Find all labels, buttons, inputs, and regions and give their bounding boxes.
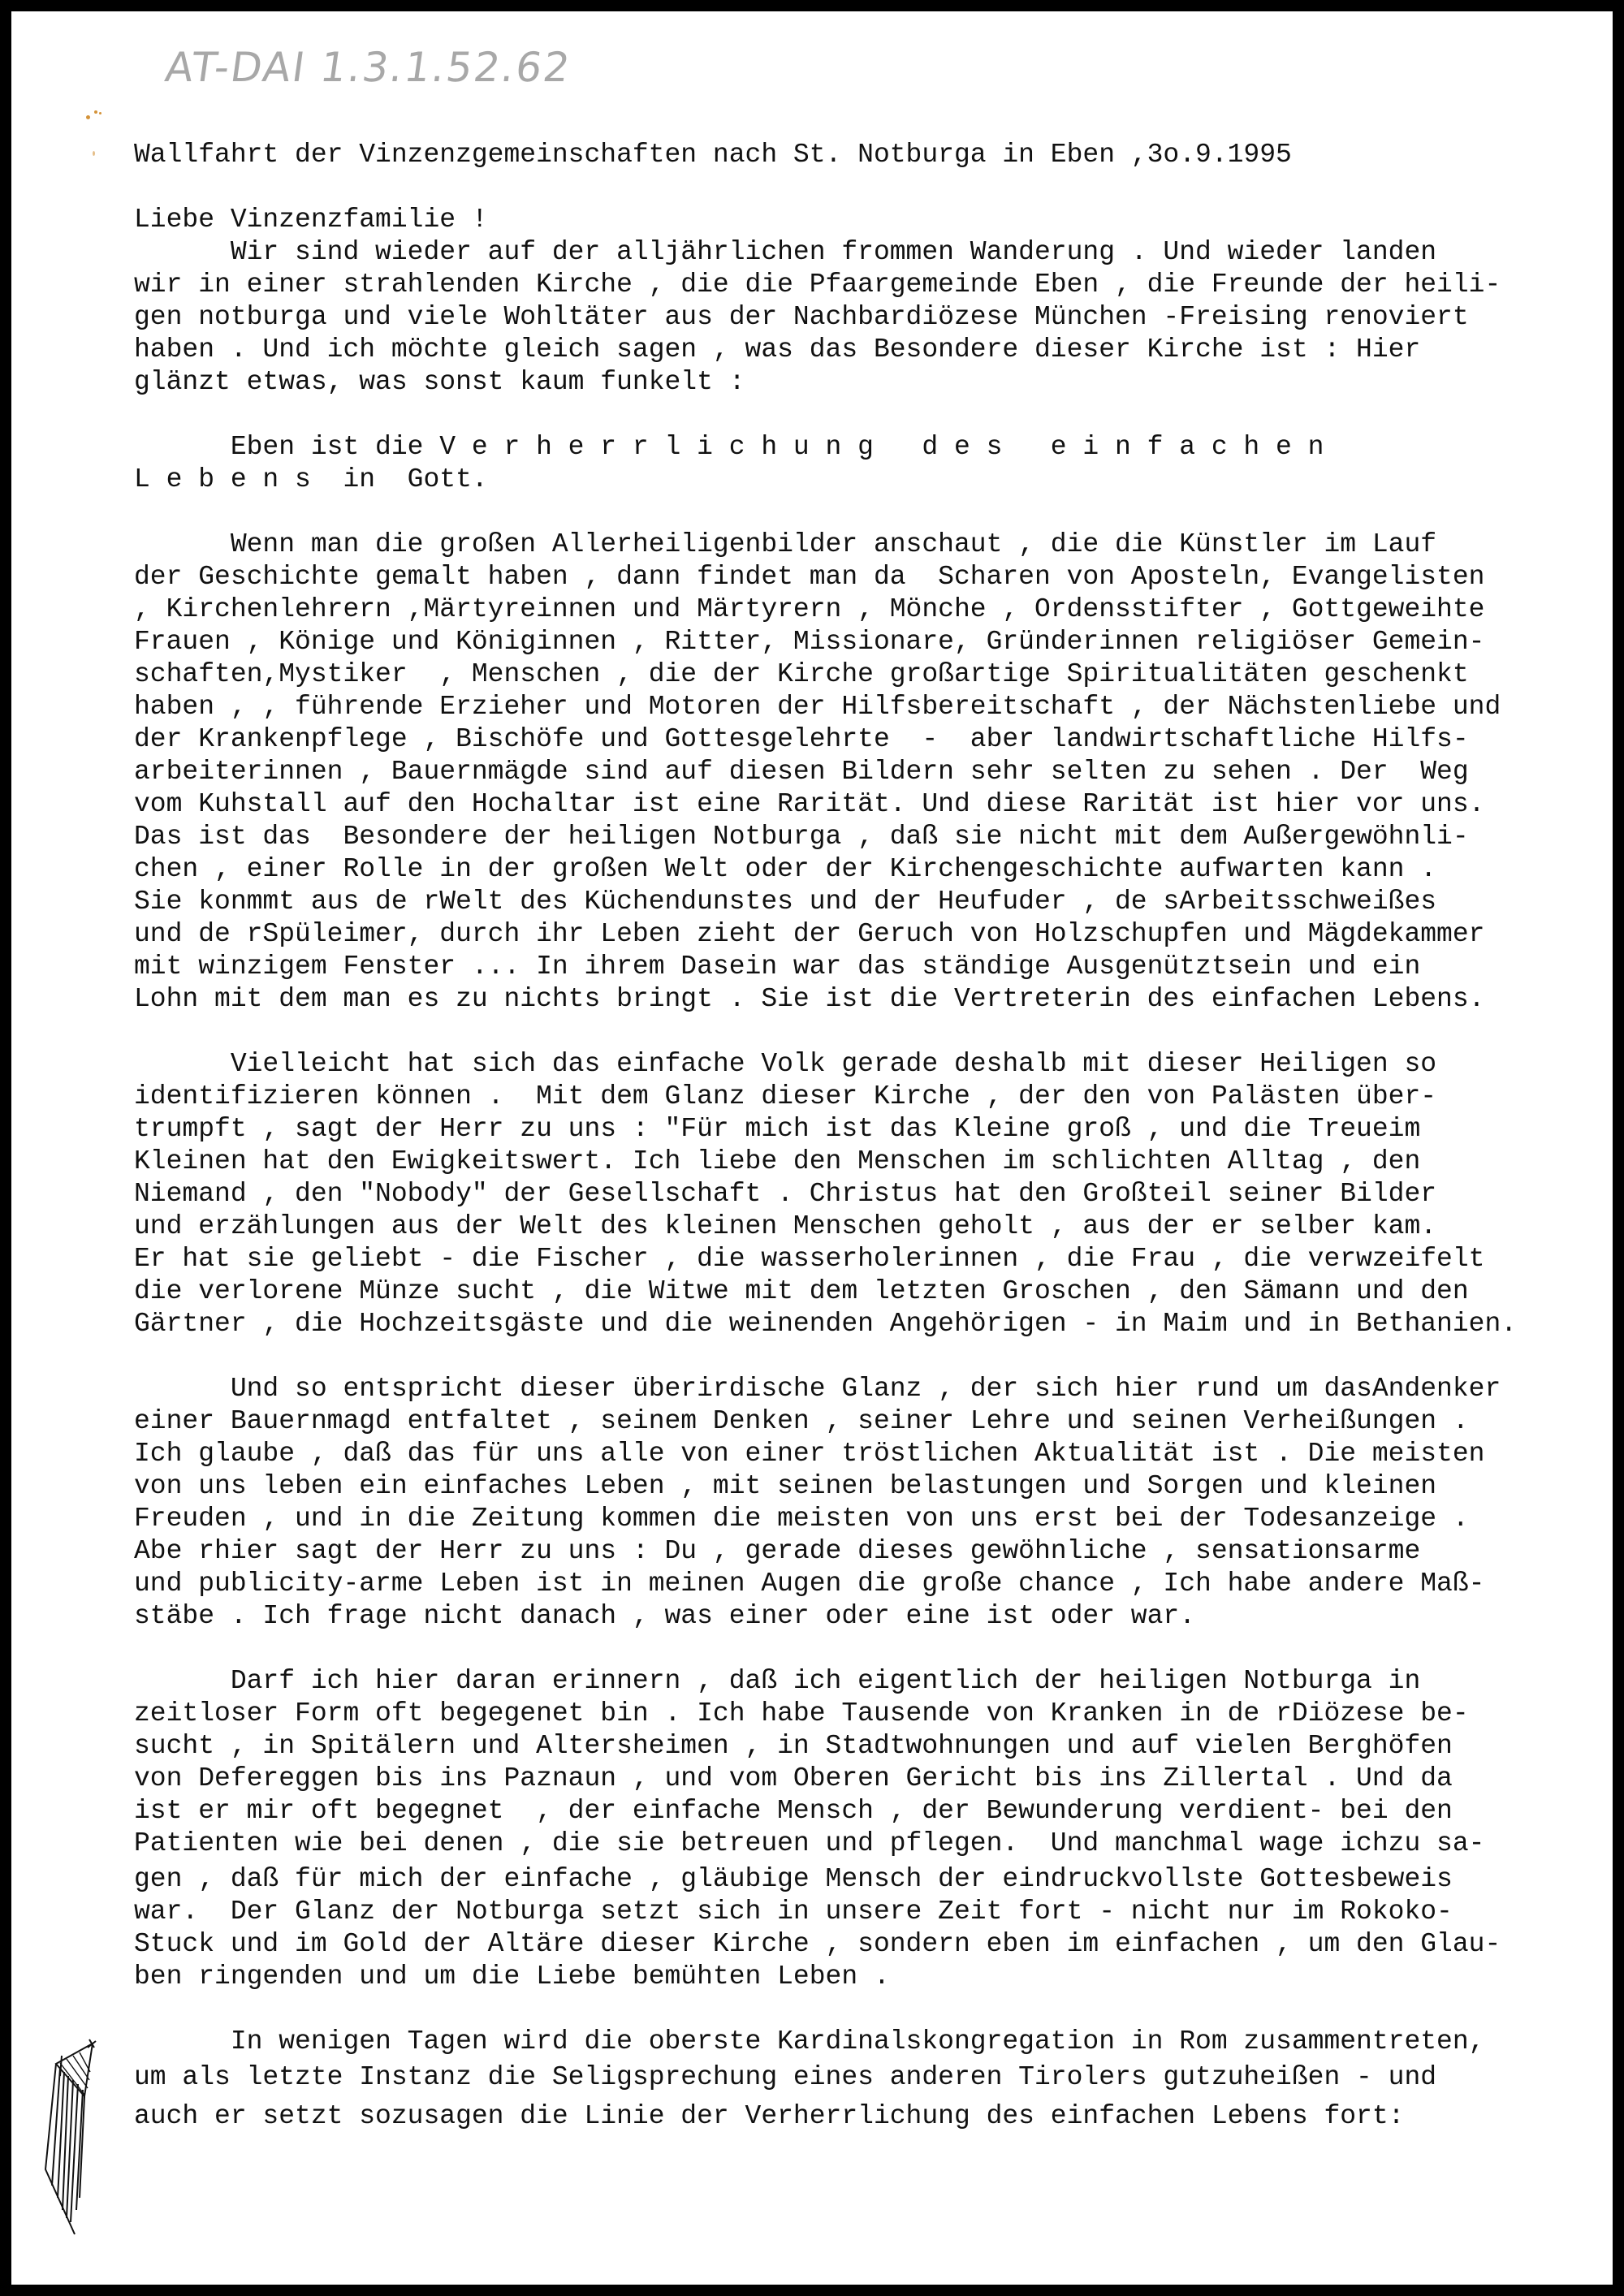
stain-mark <box>99 112 102 114</box>
text-line: haben . Und ich möchte gleich sagen , was das Besondere dieser Kirche ist : Hier <box>134 334 1421 365</box>
text-line: Gärtner , die Hochzeitsgäste und die weinenden Angehörigen - in Maim und in Bethanien. <box>134 1309 1518 1339</box>
stain-mark <box>94 110 97 114</box>
text-line: Kleinen hat den Ewigkeitswert. Ich liebe den Menschen im schlichten Alltag , den <box>134 1146 1421 1176</box>
text-line: und publicity-arme Leben ist in meinen Augen die große chance , Ich habe andere Maß- <box>134 1569 1485 1599</box>
text-line: zeitloser Form oft begegenet bin . Ich habe Tausende von Kranken in de rDiözese be- <box>134 1698 1469 1728</box>
text-line: mit winzigem Fenster ... In ihrem Dasein war das ständige Ausgenütztsein und ein <box>134 952 1421 982</box>
text-line: , Kirchenlehrern ,Märtyreinnen und Märtyrern , Mönche , Ordensstifter , Gottgeweihte <box>134 594 1485 624</box>
text-line: Wir sind wieder auf der alljährlichen frommen Wanderung . Und wieder landen <box>134 237 1437 267</box>
text-line: Sie konmmt aus de rWelt des Küchendunstes und der Heufuder , de sArbeitsschweißes <box>134 887 1437 917</box>
document-title: Wallfahrt der Vinzenzgemeinschaften nach St. Notburga in Eben ,3o.9.1995 <box>134 140 1292 170</box>
text-line: Eben ist die V e r h e r r l i c h u n g d e s e i n f a c h e n <box>134 432 1324 462</box>
text-line: Lohn mit dem man es zu nichts bringt . Sie ist die Vertreterin des einfachen Lebens. <box>134 984 1485 1014</box>
text-line: der Geschichte gemalt haben , dann findet man da Scharen von Aposteln, Evangelisten <box>134 562 1485 592</box>
text-line: Und so entspricht dieser überirdische Glanz , der sich hier rund um dasAndenker <box>134 1374 1501 1404</box>
text-line: Ich glaube , daß das für uns alle von einer tröstlichen Aktualität ist . Die meisten <box>134 1439 1485 1469</box>
text-line: In wenigen Tagen wird die oberste Kardinalskongregation in Rom zusammentreten, <box>134 2026 1485 2056</box>
text-line: Frauen , Könige und Königinnen , Ritter, Missionare, Gründerinnen religiöser Gemein- <box>134 627 1485 657</box>
archive-stamp: AT-DAI 1.3.1.52.62 <box>162 44 575 91</box>
text-line: gen , daß für mich der einfache , gläubige Mensch der eindruckvollste Gottesbeweis <box>134 1864 1453 1894</box>
text-line: ist er mir oft begegnet , der einfache Mensch , der Bewunderung verdient- bei den <box>134 1796 1453 1826</box>
salutation: Liebe Vinzenzfamilie ! <box>134 205 488 235</box>
text-line: Stuck und im Gold der Altäre dieser Kirche , sondern eben im einfachen , um den Glau- <box>134 1929 1501 1959</box>
text-line: Darf ich hier daran erinnern , daß ich eigentlich der heiligen Notburga in <box>134 1666 1421 1696</box>
text-line: gen notburga und viele Wohltäter aus der Nachbardiözese München -Freising renoviert <box>134 302 1469 332</box>
text-line: Patienten wie bei denen , die sie betreuen und pflegen. Und manchmal wage ichzu sa- <box>134 1828 1485 1858</box>
text-line: war. Der Glanz der Notburga setzt sich in unsere Zeit fort - nicht nur im Rokoko- <box>134 1897 1453 1927</box>
text-line: trumpft , sagt der Herr zu uns : "Für mich ist das Kleine groß , und die Treueim <box>134 1114 1421 1144</box>
text-line: glänzt etwas, was sonst kaum funkelt : <box>134 367 745 397</box>
text-line: auch er setzt sozusagen die Linie der Verherrlichung des einfachen Lebens fort: <box>134 2101 1405 2131</box>
text-line: Wenn man die großen Allerheiligenbilder anschaut , die die Künstler im Lauf <box>134 529 1437 559</box>
text-line: chen , einer Rolle in der großen Welt oder der Kirchengeschichte aufwarten kann . <box>134 854 1437 884</box>
text-line: ben ringenden und um die Liebe bemühten Leben . <box>134 1962 890 1992</box>
text-line: Das ist das Besondere der heiligen Notburga , daß sie nicht mit dem Außergewöhnli- <box>134 822 1469 852</box>
text-line: identifizieren können . Mit dem Glanz dieser Kirche , der den von Palästen über- <box>134 1081 1437 1111</box>
text-line: stäbe . Ich frage nicht danach , was einer oder eine ist oder war. <box>134 1601 1196 1631</box>
text-line: arbeiterinnen , Bauernmägde sind auf diesen Bildern sehr selten zu sehen . Der Weg <box>134 757 1469 787</box>
text-line: L e b e n s in Gott. <box>134 464 488 494</box>
text-line: vom Kuhstall auf den Hochaltar ist eine Rarität. Und diese Rarität ist hier vor uns. <box>134 789 1485 819</box>
text-line: Er hat sie geliebt - die Fischer , die wasserholerinnen , die Frau , die verwzeifelt <box>134 1244 1485 1274</box>
text-line: Freuden , und in die Zeitung kommen die meisten von uns erst bei der Todesanzeige . <box>134 1504 1469 1534</box>
text-line: und erzählungen aus der Welt des kleinen Menschen geholt , aus der er selber kam. <box>134 1211 1437 1241</box>
text-line: schaften,Mystiker , Menschen , die der Kirche großartige Spiritualitäten geschenkt <box>134 659 1469 689</box>
margin-sketch-icon <box>36 1999 101 2242</box>
text-line: um als letzte Instanz die Seligsprechung eines anderen Tirolers gutzuheißen - und <box>134 2062 1437 2092</box>
text-line: und de rSpüleimer, durch ihr Leben zieht der Geruch von Holzschupfen und Mägdekammer <box>134 919 1485 949</box>
text-line: von uns leben ein einfaches Leben , mit seinen belastungen und Sorgen und kleinen <box>134 1471 1437 1501</box>
text-line: sucht , in Spitälern und Altersheimen , in Stadtwohnungen und auf vielen Berghöfen <box>134 1731 1453 1761</box>
text-line: wir in einer strahlenden Kirche , die die Pfaargemeinde Eben , die Freunde der heili- <box>134 270 1501 300</box>
text-line: von Defereggen bis ins Paznaun , und vom Oberen Gericht bis ins Zillertal . Und da <box>134 1763 1453 1793</box>
text-line: der Krankenpflege , Bischöfe und Gottesgelehrte - aber landwirtschaftliche Hilfs- <box>134 724 1469 754</box>
stain-mark <box>86 115 90 119</box>
stain-mark <box>93 151 95 156</box>
document-page <box>11 11 1613 2285</box>
text-line: Abe rhier sagt der Herr zu uns : Du , gerade dieses gewöhnliche , sensationsarme <box>134 1536 1421 1566</box>
text-line: Vielleicht hat sich das einfache Volk gerade deshalb mit dieser Heiligen so <box>134 1049 1437 1079</box>
text-line: einer Bauernmagd entfaltet , seinem Denken , seiner Lehre und seinen Verheißungen . <box>134 1406 1469 1436</box>
text-line: die verlorene Münze sucht , die Witwe mit dem letzten Groschen , den Sämann und den <box>134 1276 1469 1306</box>
text-line: Niemand , den "Nobody" der Gesellschaft . Christus hat den Großteil seiner Bilder <box>134 1179 1437 1209</box>
text-line: haben , , führende Erzieher und Motoren der Hilfsbereitschaft , der Nächstenliebe und <box>134 692 1501 722</box>
